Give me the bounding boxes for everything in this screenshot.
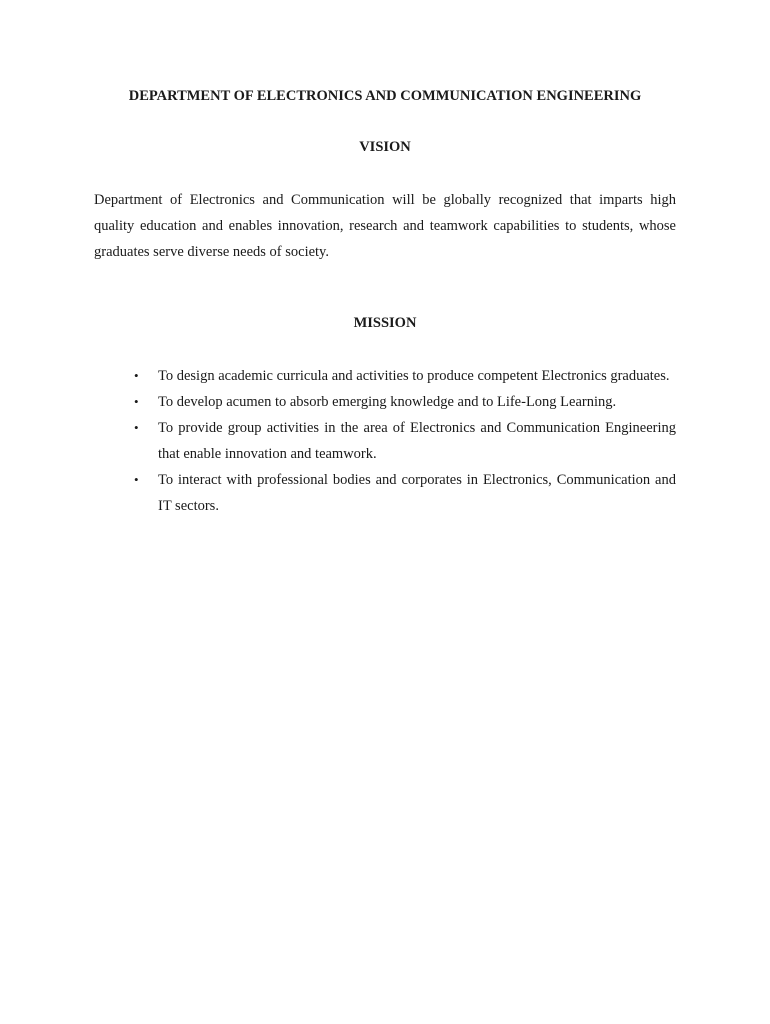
mission-item-text: To design academic curricula and activities to produce competent Electronics graduates. xyxy=(158,368,670,384)
mission-item xyxy=(134,467,676,519)
mission-item xyxy=(134,363,676,389)
mission-item-text: To interact with professional bodies and corporates in Electronics, Communication and IT sectors. xyxy=(158,472,676,514)
bullet-icon: • xyxy=(134,394,139,409)
mission-item xyxy=(134,389,676,415)
bullet-icon: • xyxy=(134,420,139,435)
vision-statement: Department of Electronics and Communication will be globally recognized that imparts high quality education and enables innovation, research and teamwork capabilities to students, whose graduates serve diverse needs of society. xyxy=(94,192,676,260)
mission-heading: MISSION xyxy=(353,315,417,331)
mission-item xyxy=(134,415,676,467)
bullet-icon: • xyxy=(134,472,139,487)
mission-item-text: To provide group activities in the area of Electronics and Communication Engineering that enable innovation and teamwork. xyxy=(158,420,676,462)
bullet-icon: • xyxy=(134,368,139,383)
vision-heading: VISION xyxy=(359,139,411,155)
mission-item-text: To develop acumen to absorb emerging knowledge and to Life-Long Learning. xyxy=(158,394,617,410)
mission-list xyxy=(134,363,676,519)
department-title: DEPARTMENT OF ELECTRONICS AND COMMUNICATION ENGINEERING xyxy=(128,88,642,104)
